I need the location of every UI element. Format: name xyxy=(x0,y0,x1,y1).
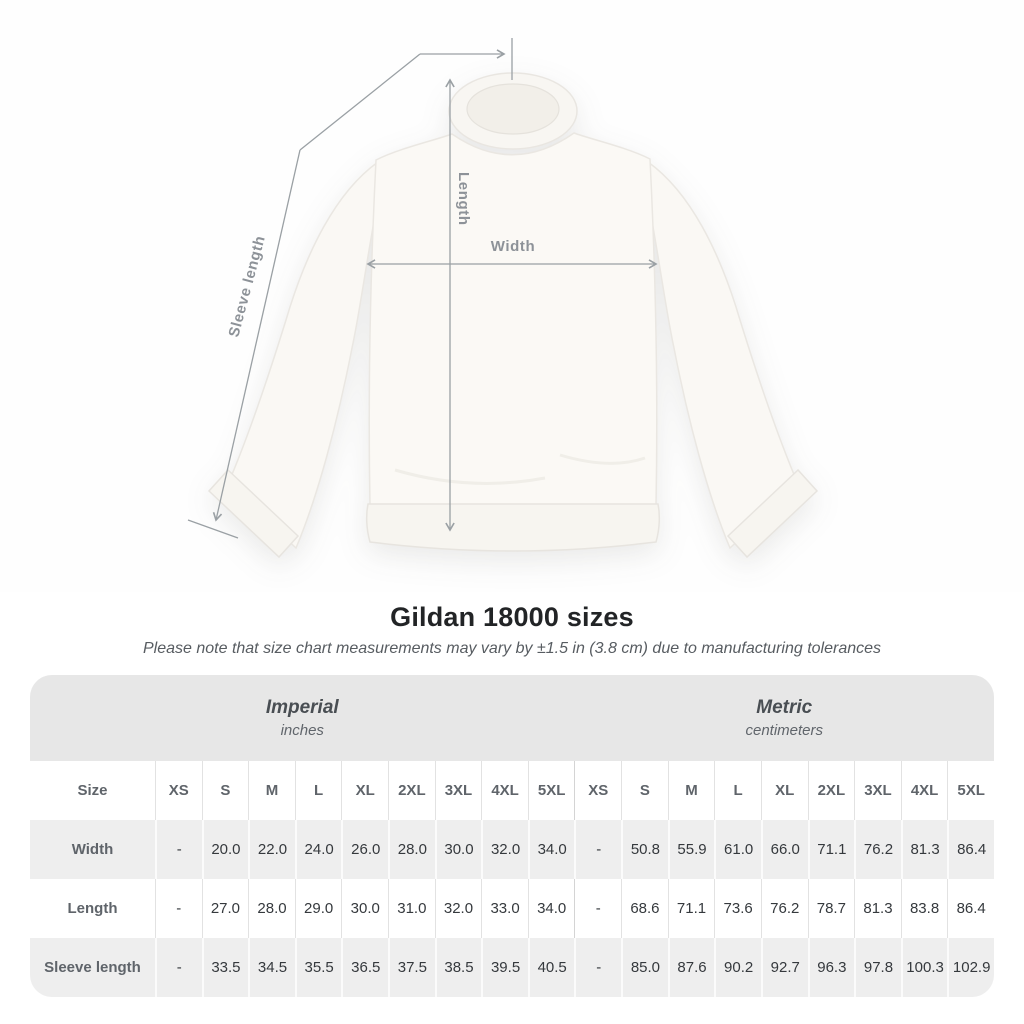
size-header: 5XL xyxy=(528,761,575,820)
length-label: Length xyxy=(455,172,472,226)
table-cell: 32.0 xyxy=(435,879,482,938)
sweatshirt-graphic xyxy=(209,73,817,557)
table-cell: 31.0 xyxy=(388,879,435,938)
size-column-header: Size xyxy=(77,782,108,799)
sleeve-cuff-tick xyxy=(188,520,238,538)
table-cell: 85.0 xyxy=(621,938,668,997)
row-label: Length xyxy=(67,900,118,917)
table-cell: 81.3 xyxy=(901,820,948,879)
size-header: 5XL xyxy=(947,761,994,820)
size-header: 2XL xyxy=(808,761,855,820)
size-header: 3XL xyxy=(435,761,482,820)
size-header: 4XL xyxy=(901,761,948,820)
size-header-row xyxy=(30,761,994,820)
table-cell: 35.5 xyxy=(295,938,342,997)
size-header: XS xyxy=(155,761,202,820)
table-cell: 73.6 xyxy=(714,879,761,938)
table-cell: 61.0 xyxy=(714,820,761,879)
table-cell: 50.8 xyxy=(621,820,668,879)
table-cell: 66.0 xyxy=(761,820,808,879)
table-cell: 24.0 xyxy=(295,820,342,879)
size-header: S xyxy=(621,761,668,820)
table-cell: 83.8 xyxy=(901,879,948,938)
table-cell: 92.7 xyxy=(761,938,808,997)
table-cell: 68.6 xyxy=(621,879,668,938)
table-cell: 27.0 xyxy=(202,879,249,938)
row-label: Sleeve length xyxy=(44,959,141,976)
size-header: 3XL xyxy=(854,761,901,820)
table-cell: 86.4 xyxy=(947,879,994,938)
table-cell: 34.5 xyxy=(248,938,295,997)
table-cell: 37.5 xyxy=(388,938,435,997)
table-row-sleeve-length xyxy=(30,938,994,997)
table-cell: 38.5 xyxy=(435,938,482,997)
table-row-width xyxy=(30,820,994,879)
imperial-label: Imperial xyxy=(265,697,339,718)
table-cell: 29.0 xyxy=(295,879,342,938)
size-header: L xyxy=(714,761,761,820)
page-title: Gildan 18000 sizes xyxy=(390,602,634,632)
table-cell: 26.0 xyxy=(341,820,388,879)
size-header: 4XL xyxy=(481,761,528,820)
sleeve-bend-segment xyxy=(300,54,420,150)
metric-group-header xyxy=(575,675,995,761)
imperial-group-header xyxy=(30,675,575,761)
width-label: Width xyxy=(490,238,536,255)
table-cell: - xyxy=(574,820,621,879)
table-cell: 20.0 xyxy=(202,820,249,879)
table-cell: 28.0 xyxy=(248,879,295,938)
size-header: L xyxy=(295,761,342,820)
table-cell: 76.2 xyxy=(854,820,901,879)
table-cell: 76.2 xyxy=(761,879,808,938)
imperial-unit: inches xyxy=(280,722,324,739)
table-cell: 34.0 xyxy=(528,820,575,879)
table-cell: 90.2 xyxy=(714,938,761,997)
sleeve-length-label: Sleeve length xyxy=(225,233,269,340)
table-cell: 30.0 xyxy=(341,879,388,938)
table-cell: 33.5 xyxy=(202,938,249,997)
unit-group-header xyxy=(30,675,994,761)
size-header: 2XL xyxy=(388,761,435,820)
table-cell: 71.1 xyxy=(668,879,715,938)
size-table xyxy=(30,675,994,997)
table-cell: - xyxy=(155,938,202,997)
size-header: XS xyxy=(574,761,621,820)
table-cell: 32.0 xyxy=(481,820,528,879)
size-header: M xyxy=(248,761,295,820)
table-cell: 87.6 xyxy=(668,938,715,997)
table-cell: 71.1 xyxy=(808,820,855,879)
table-cell: 86.4 xyxy=(947,820,994,879)
table-cell: 22.0 xyxy=(248,820,295,879)
table-cell: 100.3 xyxy=(901,938,948,997)
table-cell: 40.5 xyxy=(528,938,575,997)
table-cell: 33.0 xyxy=(481,879,528,938)
table-cell: 30.0 xyxy=(435,820,482,879)
row-label: Width xyxy=(71,841,114,858)
metric-unit: centimeters xyxy=(745,722,824,739)
size-header: M xyxy=(668,761,715,820)
table-cell: 102.9 xyxy=(947,938,994,997)
table-cell: 36.5 xyxy=(341,938,388,997)
table-row-length xyxy=(30,879,994,938)
size-chart-heading xyxy=(0,602,1024,658)
tolerance-note: Please note that size chart measurements may vary by ±1.5 in (3.8 cm) due to manufacturing tolerances xyxy=(142,640,882,657)
table-cell: 96.3 xyxy=(808,938,855,997)
table-cell: 28.0 xyxy=(388,820,435,879)
metric-label: Metric xyxy=(756,697,813,718)
table-cell: - xyxy=(155,879,202,938)
size-header: XL xyxy=(761,761,808,820)
table-cell: 97.8 xyxy=(854,938,901,997)
table-cell: 55.9 xyxy=(668,820,715,879)
table-cell: - xyxy=(155,820,202,879)
table-cell: - xyxy=(574,938,621,997)
table-cell: - xyxy=(574,879,621,938)
size-header: XL xyxy=(341,761,388,820)
table-cell: 81.3 xyxy=(854,879,901,938)
size-header: S xyxy=(202,761,249,820)
table-cell: 34.0 xyxy=(528,879,575,938)
table-cell: 39.5 xyxy=(481,938,528,997)
table-cell: 78.7 xyxy=(808,879,855,938)
